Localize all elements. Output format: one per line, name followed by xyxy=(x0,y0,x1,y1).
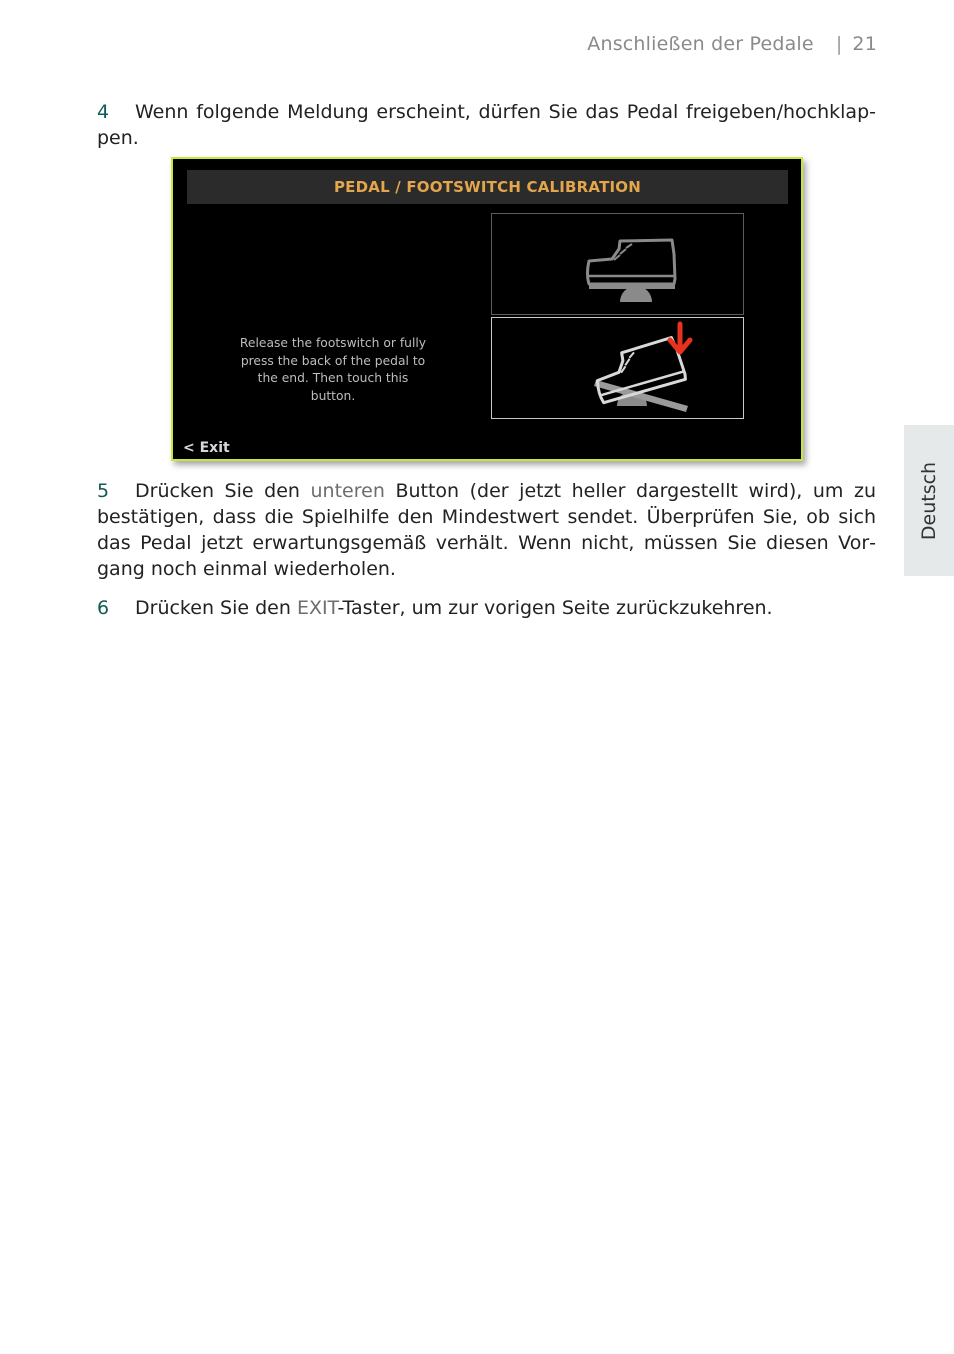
calibration-screenshot xyxy=(171,157,803,461)
step-text-end: -Taster, um zur vorigen Seite zurückzukehren. xyxy=(337,597,773,619)
shoe-resting-icon xyxy=(492,214,743,314)
button-reference: unteren xyxy=(310,480,385,502)
step-text: Wenn folgende Meldung erscheint, dürfen Sie das Pedal freigeben/hochklappen. xyxy=(97,101,876,149)
screenshot-title: PEDAL / FOOTSWITCH CALIBRATION xyxy=(187,170,788,204)
arrow-down-icon xyxy=(492,318,743,418)
step-5 xyxy=(97,478,876,582)
page-number: 21 xyxy=(852,33,877,55)
upper-pedal-button[interactable] xyxy=(491,213,744,315)
running-header xyxy=(587,33,877,55)
step-text-start: Drücken Sie den xyxy=(135,480,311,502)
step-4 xyxy=(97,99,876,151)
language-tab-label: Deutsch xyxy=(918,461,940,540)
exit-button[interactable]: < Exit xyxy=(183,440,230,456)
step-text-start: Drücken Sie den xyxy=(135,597,297,619)
instruction-message: Release the footswitch or fully press the back of the pedal to the end. Then touch this button. xyxy=(239,336,427,403)
step-number: 6 xyxy=(97,597,110,619)
header-separator: | xyxy=(835,33,843,55)
exit-key-reference: EXIT xyxy=(296,597,338,619)
step-number: 5 xyxy=(97,480,110,502)
step-text-end: Button (der jetzt heller dargestellt wird), um zu bestätigen, dass die Spielhilfe den Mindestwert sendet. Überprüfen Sie, ob sich das Pedal jetzt erwartungsgemäß verhält. Wenn nicht, müssen Sie diesen Vorgang noch einmal wiederholen. xyxy=(97,480,876,580)
step-number: 4 xyxy=(97,101,110,123)
lower-pedal-button[interactable] xyxy=(491,317,744,419)
step-6 xyxy=(97,595,876,621)
language-tab xyxy=(904,425,954,576)
section-title: Anschließen der Pedale xyxy=(587,33,814,55)
